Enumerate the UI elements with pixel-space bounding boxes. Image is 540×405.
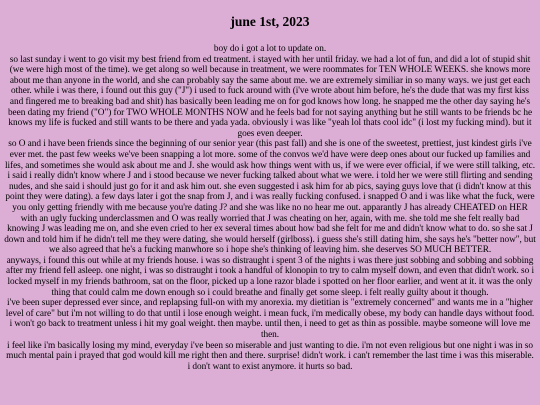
entry-body [4,44,536,372]
entry-paragraph: so O and i have been friends since the beginning of our senior year (this past fall) and she is one of the sweetest, prettiest, just kindest girls i've ever met. the past few weeks we've been snapping a lot more. some of the convos we'd have were deep ones about our fucked up families and lifes, and sometimes she would ask about me and J. she would ask how things went with us, if we were ever official, if we were still talking, etc. i said i really didn't know where J and i stood because we never fucking talked about what we were. i told her we were still flirting and sending nudes, and she said i should just go for it and ask him out. she even suggested i ask him for ab pics, saying guys love that (i didn't know at this point they were dating). a few days later i got the snap from J, and i was really fucking confused. i snapped O and i was like what the fuck, were you only getting friendly with me because you're dating J? and she was like no no hear me out. apparantly J has already CHEATED on HER with an ugly fucking underclassmen and O was really worried that J was cheating on her, again, with me. she told me she felt really bad knowing J was leading me on, and she even cried to her ex several times about how bad she felt for me and didn't know what to do. so she sat J down and told him if he didn't tell me they were dating, she would herself (girlboss). i guess she's still dating him, she says he's "better now", but we also agreed that he's a fucking manwhore so i hope she's thinking of leaving him. she deserves SO MUCH BETTER. [4,139,536,256]
entry-paragraph: i feel like i'm basically losing my mind, everyday i've been so miserable and just wanting to die. i'm not even religious but one night i was in so much mental pain i prayed that god would kill me right then and there. surprise! didn't work. i can't remember the last time i was this miserable. i don't want to exist anymore. it hurts so bad. [6,340,534,372]
entry-paragraph: boy do i got a lot to update on. [213,44,327,54]
entry-paragraph: so last sunday i went to go visit my best friend from ed treatment. i stayed with her until friday. we had a lot of fun, and did a lot of stupid shit (we were high most of the time). we get along so well because in treatment, we were roommates for TEN WHOLE WEEKS. she knows more about me than anyone in the world, and she can probably say the same about me. we are extremely similiar in so many ways. we just get each other. while i was there, i found out this guy ("J") i used to fuck around with (i've wrote about him before, he's the dude that was my first kiss and fingered me to breaking bad and shit) has basically been leading me on for god knows how long. he snapped me the other day saying he's been dating my friend ("O") for TWO WHOLE MONTHS NOW and he feels bad for not saying anything but he still wants to be friends bc he knows my life is fucked and still wants to be there and yada yada. obviously i was like "yeah lol thats cool idc" (i lost my fucking mind). but it goes even deeper. [7,54,533,139]
entry-paragraph: i've been super depressed ever since, and replapsing full-on with my anorexia. my dietitian is "extremely concerned" and wants me in a "higher level of care" but i'm not willing to do that until i lose enough weight. i mean fuck, i'm medically obese, my body can handle days without food. i won't go back to treatment unless i hit my goal weight. then maybe. until then, i need to get as thin as possible. maybe someone will love me then. [5,298,535,341]
entry-paragraph: anyways, i found this out while at my friends house. i was so distraught i spent 3 of the nights i was there just sobbing and sobbing and sobbing after my friend fell asleep. one night, i was so distraught i took a handful of klonopin to try to calm myself down, and even that didn't work. so i locked myself in my friends bathroom, sat on the floor, picked up a lone razor blade i spotted on her floor earlier, and went at it. it was the only thing that could calm me down enough so i could breathe and finally get some sleep. i felt really guilty about it though. [6,255,534,298]
entry-title: june 1st, 2023 [230,14,310,29]
